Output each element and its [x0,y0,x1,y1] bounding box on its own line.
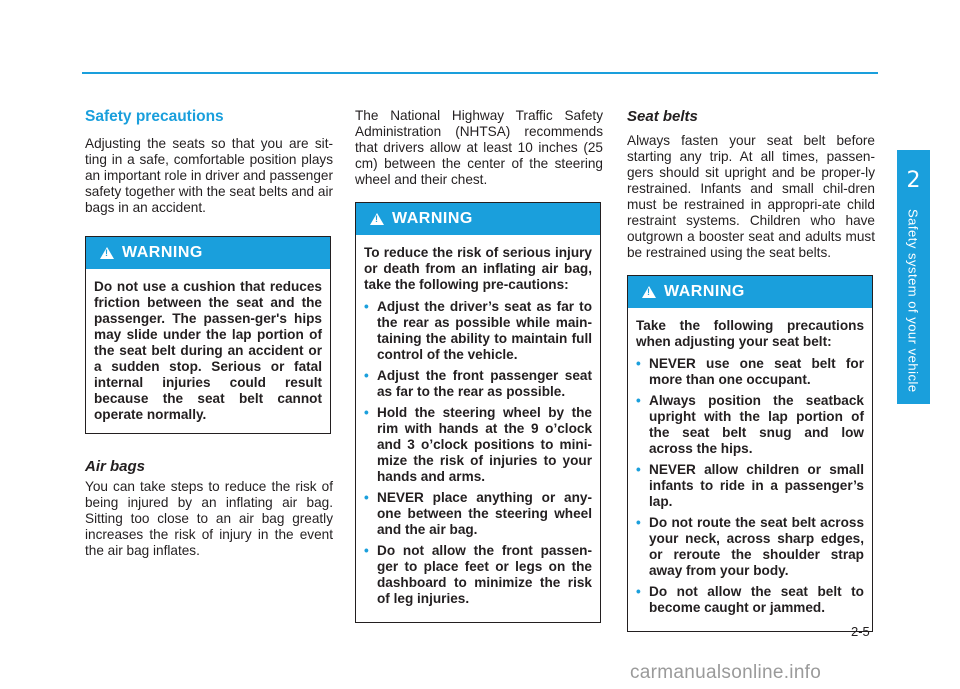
column-1 [85,108,333,559]
column-3 [627,108,875,632]
warning-lead: Take the following precautions when adjusting your seat belt: [636,318,864,349]
warning-triangle-icon [370,213,384,225]
air-bags-paragraph: You can take steps to reduce the risk of being injured by an inflating air bag. Sitting too close to an air bag greatly increases the risk of injury in the event the air bag inflates. [85,479,333,558]
warning-item: • Do not route the seat belt across your neck, across sharp edges, or reroute the shoulder strap away from your body. [636,515,864,579]
warning-box-seat-belt [627,275,873,632]
safety-intro-paragraph: Adjusting the seats so that you are sit-ting in a safe, comfortable position plays an important role in driver and passenger safety together with the seat belts and air bags in an accident. [85,136,333,215]
column-2 [355,108,603,623]
warning-body [356,235,600,622]
warning-header [86,237,330,269]
warning-title: WARNING [392,210,473,227]
warning-item: • NEVER use one seat belt for more than one occupant. [636,356,864,388]
top-rule [82,72,878,74]
warning-text: Do not use a cushion that reduces friction between the seat and the passenger. The passen-ger's hips may slide under the lap portion of the seat belt during an accident or a sudden stop. Serious or fatal internal injuries could result because the seat belt cannot operate normally. [94,279,322,422]
warning-list [364,299,592,607]
subheading-air-bags: Air bags [85,458,146,475]
chapter-number: 2 [906,168,921,193]
subheading-seat-belts: Seat belts [627,108,698,125]
chapter-title: Safety system of your vehicle [905,209,921,393]
warning-box-air-bag [355,202,601,623]
warning-lead: To reduce the risk of serious injury or death from an inflating air bag, take the following pre-cautions: [364,245,592,292]
warning-item: • Do not allow the seat belt to become caught or jammed. [636,584,864,616]
warning-body [628,308,872,631]
warning-box-cushion [85,236,331,434]
watermark: carmanualsonline.info [630,662,822,683]
warning-header [628,276,872,308]
warning-title: WARNING [122,244,203,261]
warning-item: • Always position the seatback upright with the lap portion of the seat belt snug and low across the hips. [636,393,864,457]
seat-belts-paragraph: Always fasten your seat belt before starting any trip. At all times, passen-gers should sit upright and be proper-ly restrained. Infants and small chil-dren must be restrained in appropri-ate child restraint systems. Children who have outgrown a booster seat and adults must be restrained using the seat belts. [627,133,875,260]
warning-triangle-icon [100,247,114,259]
warning-item: • Do not allow the front passen-ger to place feet or legs on the dashboard to minimize the risk of leg injuries. [364,543,592,607]
warning-title: WARNING [664,283,745,300]
nhtsa-paragraph: The National Highway Traffic Safety Administration (NHTSA) recommends that drivers allow at least 10 inches (25 cm) between the center of the steering wheel and their chest. [355,108,603,187]
warning-item: • Hold the steering wheel by the rim with hands at the 9 o’clock and 3 o’clock positions to mini-mize the risk of injuries to your hands and arms. [364,405,592,485]
chapter-tab [897,150,930,404]
warning-item: • NEVER allow children or small infants to ride in a passenger’s lap. [636,462,864,510]
warning-list [636,356,864,616]
page-number: 2-5 [851,624,870,639]
warning-triangle-icon [642,286,656,298]
section-heading-safety-precautions: Safety precautions [85,108,224,125]
warning-item: • NEVER place anything or any-one between the steering wheel and the air bag. [364,490,592,538]
warning-header [356,203,600,235]
warning-item: • Adjust the driver’s seat as far to the rear as possible while main-taining the ability to maintain full control of the vehicle. [364,299,592,363]
warning-item: • Adjust the front passenger seat as far to the rear as possible. [364,368,592,400]
